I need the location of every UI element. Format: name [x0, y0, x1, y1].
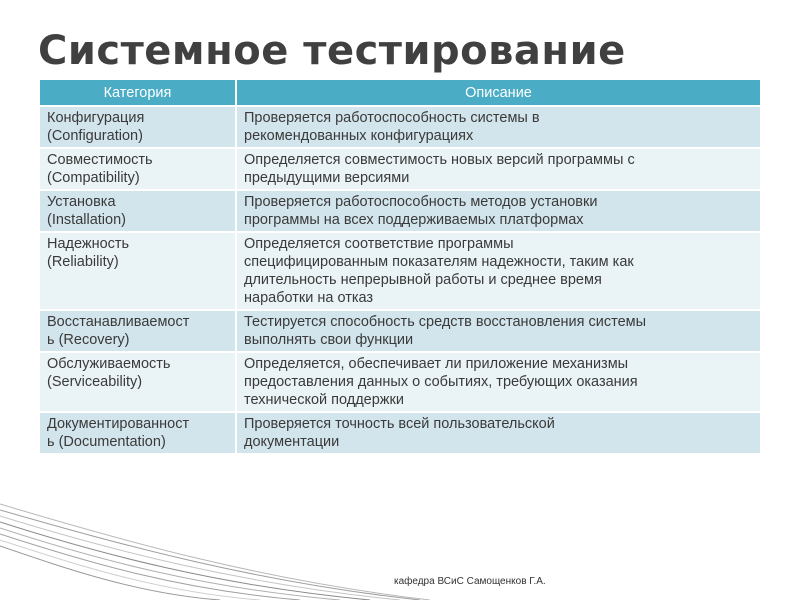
table-row	[40, 352, 760, 412]
category-text: Документированност ь (Documentation)	[47, 416, 190, 450]
category-text: Обслуживаемость (Serviceability)	[47, 356, 171, 390]
column-header-category: Категория	[40, 80, 236, 106]
table-row	[40, 190, 760, 232]
column-header-description: Описание	[236, 80, 760, 106]
table-row	[40, 232, 760, 310]
category-cell	[40, 412, 236, 454]
category-text: Совместимость (Compatibility)	[47, 152, 153, 186]
description-text: Определяется совместимость новых версий программы с предыдущими версиями	[244, 152, 635, 186]
category-text: Надежность (Reliability)	[47, 236, 130, 270]
description-cell	[236, 412, 760, 454]
description-text: Определяется, обеспечивает ли приложение механизмы предоставления данных о событиях, требующих оказания технической поддержки	[244, 356, 638, 408]
description-cell	[236, 190, 760, 232]
table-header-row	[40, 80, 760, 106]
description-cell	[236, 148, 760, 190]
description-text: Проверяется точность всей пользовательской документации	[244, 416, 555, 450]
table-row	[40, 310, 760, 352]
testing-table	[40, 80, 760, 455]
description-text: Определяется соответствие программы специфицированным показателям надежности, таким как длительность непрерывной работы и среднее время наработки на отказ	[244, 236, 634, 306]
description-cell	[236, 232, 760, 310]
description-text: Проверяется работоспособность системы в рекомендованных конфигурациях	[244, 110, 540, 144]
table-row	[40, 412, 760, 454]
description-cell	[236, 352, 760, 412]
table-row	[40, 148, 760, 190]
category-cell	[40, 232, 236, 310]
category-cell	[40, 148, 236, 190]
footer-credit: кафедра ВСиС Самощенков Г.А.	[394, 576, 546, 587]
category-text: Восстанавливаемост ь (Recovery)	[47, 314, 190, 348]
category-text: Конфигурация (Configuration)	[47, 110, 145, 144]
description-cell	[236, 106, 760, 148]
category-cell	[40, 310, 236, 352]
slide-title: Системное тестирование	[38, 28, 626, 74]
category-text: Установка (Installation)	[47, 194, 126, 228]
description-cell	[236, 310, 760, 352]
description-text: Тестируется способность средств восстановления системы выполнять свои функции	[244, 314, 647, 348]
decorative-wave-lines	[0, 470, 430, 600]
description-text: Проверяется работоспособность методов установки программы на всех поддерживаемых платформах	[244, 194, 598, 228]
category-cell	[40, 352, 236, 412]
category-cell	[40, 190, 236, 232]
table-row	[40, 106, 760, 148]
category-cell	[40, 106, 236, 148]
